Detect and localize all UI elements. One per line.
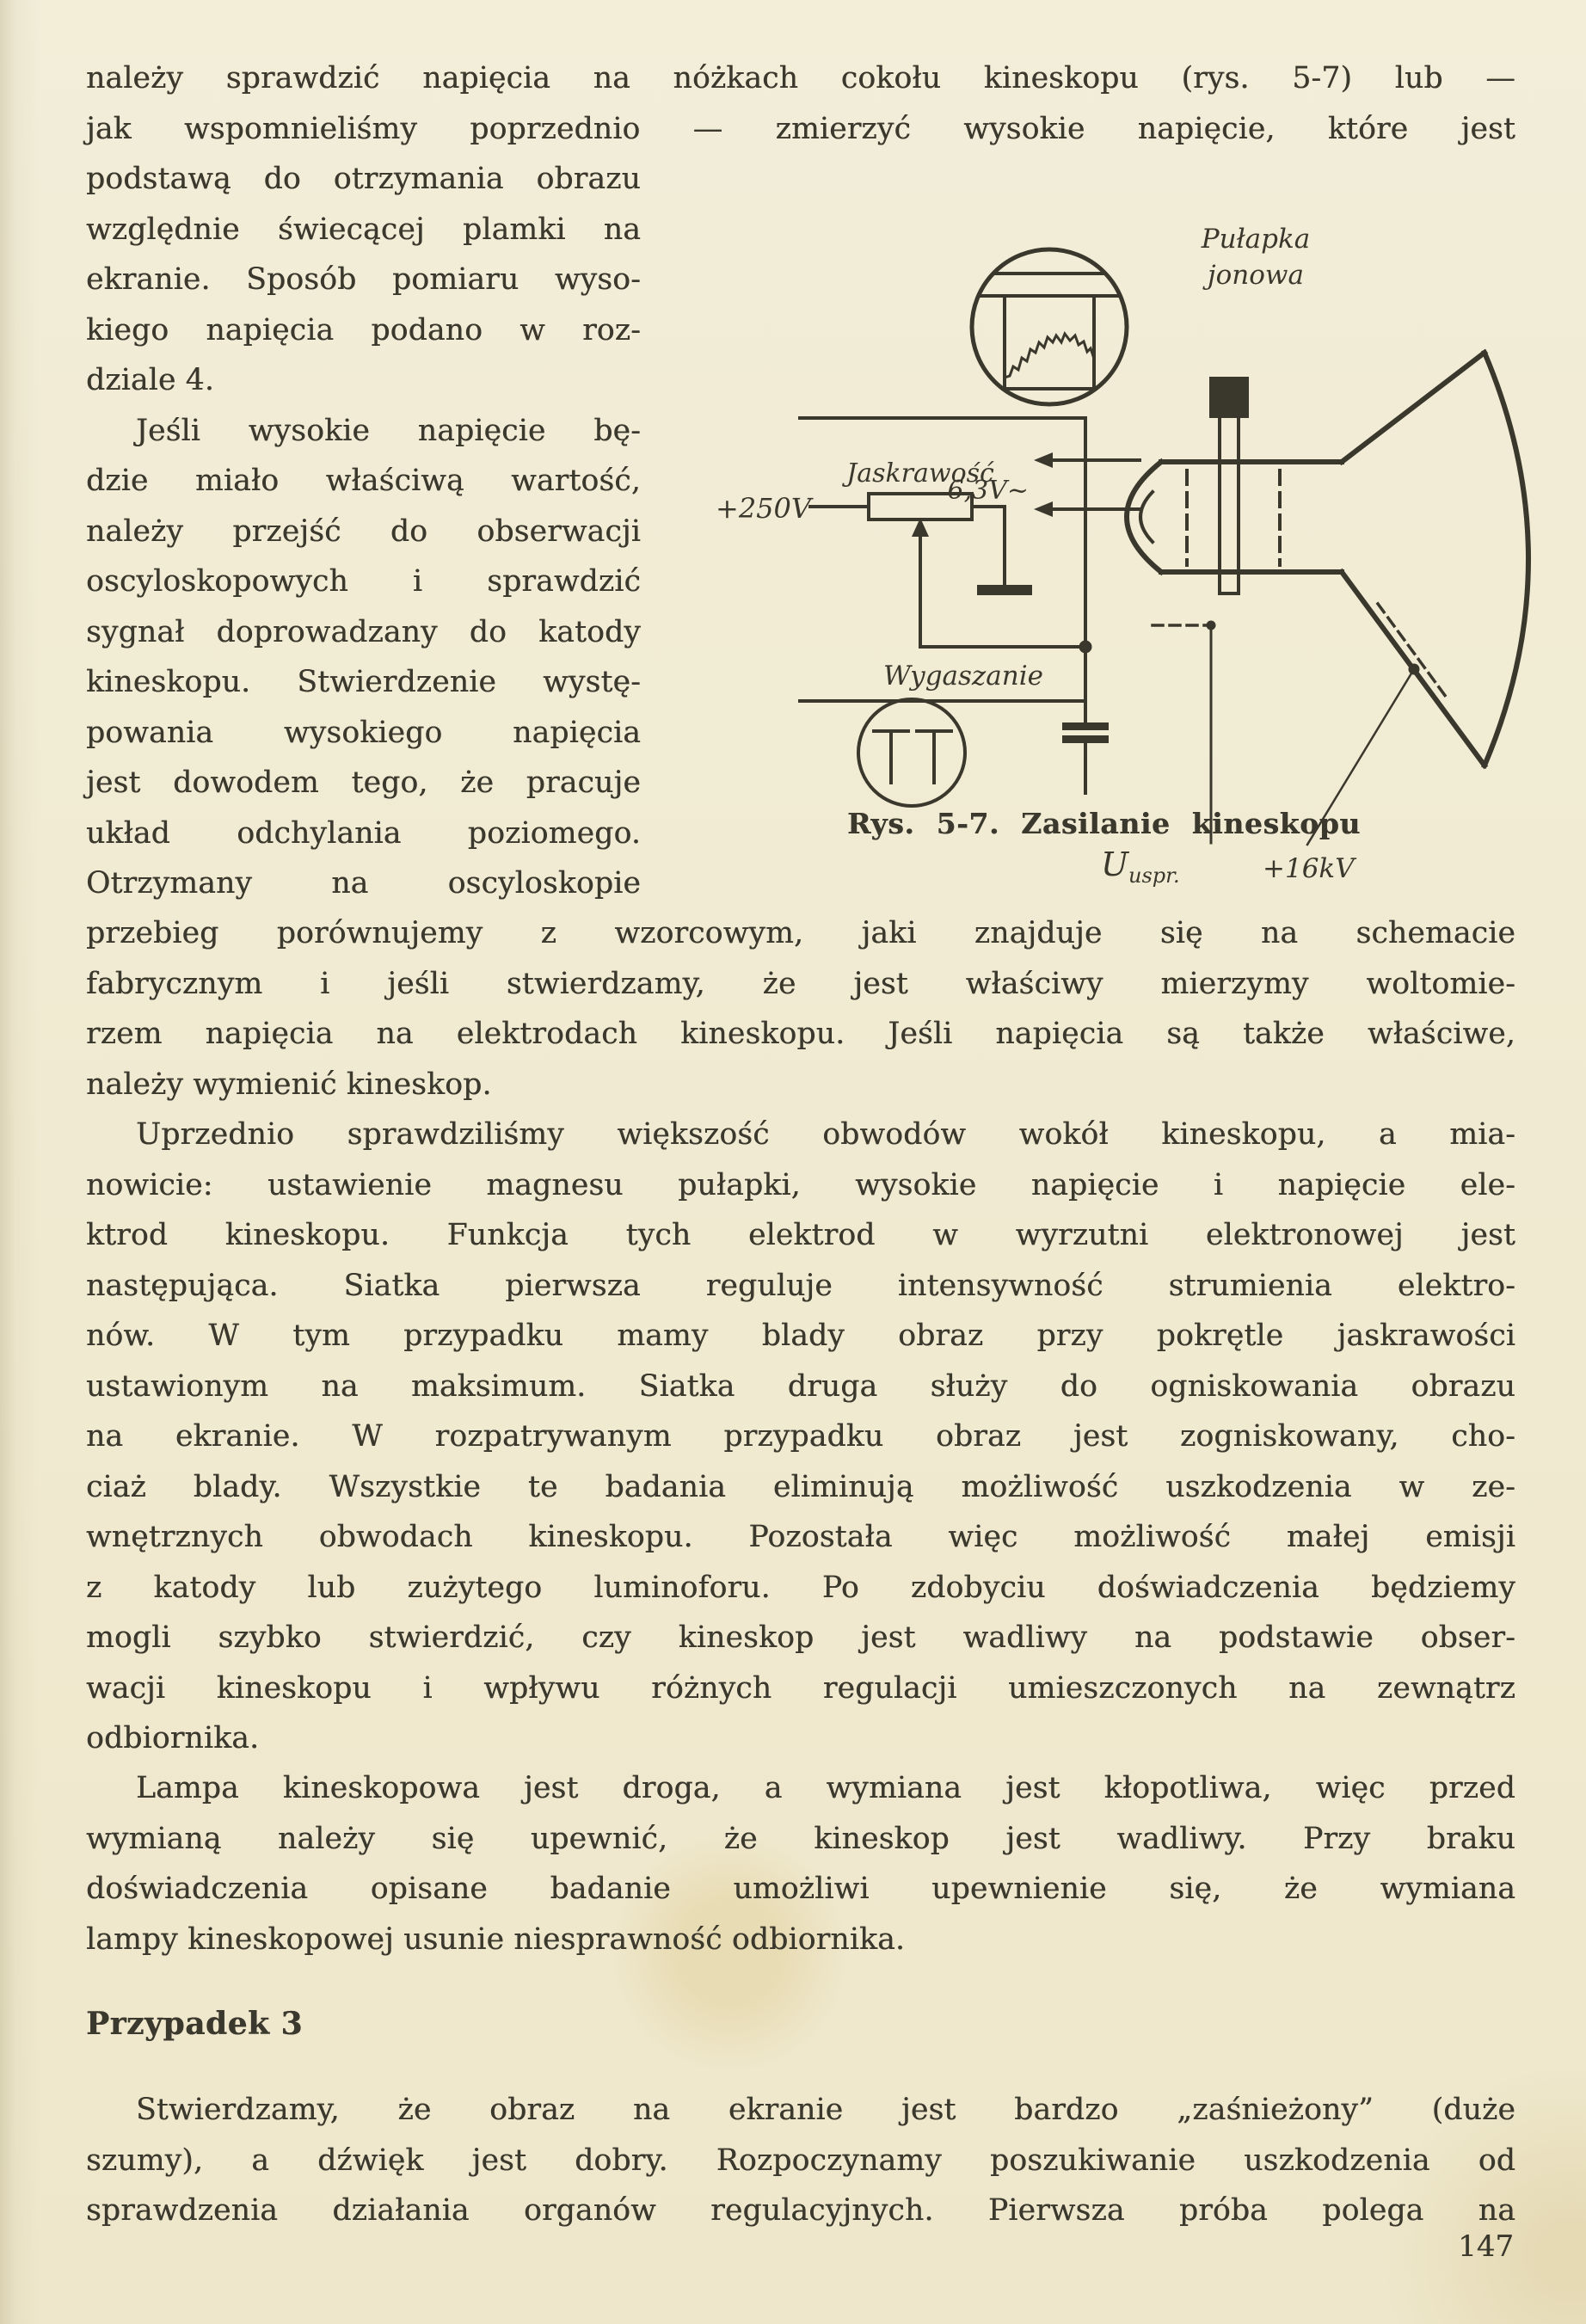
text-line: fabrycznym i jeśli stwierdzamy, że jest właściwy mierzymy woltomie- [86, 966, 1515, 1001]
section-heading: Przypadek 3 [86, 2006, 303, 2042]
paragraph-wide-continuation [86, 908, 1515, 1110]
label-u-accel-sub: uspr. [1128, 864, 1180, 888]
figure-5-7 [705, 206, 1586, 895]
text-line: kiego napięcia podano w roz- [86, 312, 641, 347]
text-line: nów. W tym przypadku mamy blady obraz przy pokrętle jaskrawości [86, 1319, 1515, 1353]
text-line: z katody lub zużytego luminoforu. Po zdobyciu doświadczenia będziemy [86, 1570, 1515, 1605]
text-line: sygnał doprowadzany do katody [86, 614, 641, 649]
figure-caption: Rys. 5-7. Zasilanie kineskopu [847, 807, 1362, 840]
blanking-tube-icon [858, 699, 965, 806]
text-line: Stwierdzamy, że obraz na ekranie jest bardzo „zaśnieżony” (duże [136, 2093, 1515, 2127]
crt-supply-schematic [705, 206, 1586, 895]
label-ion-trap-2: jonowa [1208, 260, 1304, 291]
text-line: dziale 4. [86, 363, 214, 397]
text-line: powania wysokiego napięcia [86, 715, 641, 750]
text-line: układ odchylania poziomego. [86, 815, 641, 851]
ground-icon [977, 585, 1032, 595]
text-line: należy wymienić kineskop. [86, 1067, 492, 1102]
text-line: lampy kineskopowej usunie niesprawność odbiornika. [86, 1921, 906, 1957]
label-plus-250v: +250V [716, 492, 811, 525]
text-line: odbiornika. [86, 1721, 260, 1755]
text-line: wnętrznych obwodach kineskopu. Pozostała więc możliwość małej emisji [86, 1520, 1515, 1554]
text-line: dzie miało właściwą wartość, [86, 464, 641, 498]
screen-waveform-icon [972, 249, 1127, 404]
paragraph-case3 [86, 2085, 1515, 2236]
text-line: ustawionym na maksimum. Siatka druga służy do ogniskowania obrazu [86, 1368, 1515, 1404]
text-line: nowicie: ustawienie magnesu pułapki, wysokie napięcie i napięcie ele- [86, 1167, 1515, 1202]
text-line: Otrzymany na oscyloskopie [86, 866, 641, 901]
label-ion-trap: Pułapka [1201, 224, 1311, 255]
text-line: kineskopu. Stwierdzenie wystę- [86, 665, 641, 699]
figure-labels [716, 224, 1357, 888]
cathode-arc [1140, 492, 1153, 542]
text-line: jak wspomnieliśmy poprzednio — zmierzyć wysokie napięcie, które jest [86, 111, 1515, 146]
text-line: Lampa kineskopowa jest droga, a wymiana jest kłopotliwa, więc przed [136, 1771, 1515, 1805]
paragraph-lamp [86, 1763, 1515, 1964]
text-line: rzem napięcia na elektrodach kineskopu. Jeśli napięcia są także właściwe, [86, 1017, 1515, 1051]
crt-tube [1127, 353, 1528, 845]
text-line: przebieg porównujemy z wzorcowym, jaki znajduje się na schemacie [86, 916, 1515, 950]
text-line: następująca. Siatka pierwsza reguluje intensywność strumienia elektro- [86, 1268, 1515, 1303]
text-line: mogli szybko stwierdzić, czy kineskop jest wadliwy na podstawie obser- [86, 1620, 1515, 1655]
anode-coating [1378, 604, 1448, 700]
brightness-potentiometer [810, 494, 1085, 647]
text-line: ekranie. Sposób pomiaru wyso- [86, 262, 641, 297]
label-u-accel [1101, 845, 1180, 888]
label-brightness: Jaskrawość [846, 458, 994, 489]
label-blanking: Wygaszanie [883, 661, 1043, 692]
ion-trap-magnet [1211, 378, 1247, 593]
text-line: względnie świecącej plamki na [86, 212, 641, 247]
text-line: podstawą do otrzymania obrazu [86, 162, 641, 196]
text-line: należy przejść do obserwacji [86, 513, 641, 549]
text-line: oscyloskopowych i sprawdzić [86, 564, 641, 599]
label-heater-voltage: 6,3V~ [947, 476, 1029, 506]
page-number: 147 [1458, 2229, 1514, 2264]
text-line: Jeśli wysokie napięcie bę- [136, 413, 641, 448]
text-line: wymianą należy się upewnić, że kineskop jest wadliwy. Przy braku [86, 1821, 1515, 1856]
label-plus-16kv: +16kV [1263, 853, 1355, 884]
text-line: Uprzednio sprawdziliśmy większość obwodów wokół kineskopu, a mia- [136, 1117, 1515, 1152]
text-line: jest dowodem tego, że pracuje [86, 765, 641, 800]
capacitor-icon [1062, 722, 1109, 743]
label-u-accel-main: U [1101, 845, 1129, 883]
paragraph-checks [86, 1110, 1515, 1764]
text-line: szumy), a dźwięk jest dobry. Rozpoczynamy poszukiwanie uszkodzenia od [86, 2143, 1515, 2178]
text-line: należy sprawdzić napięcia na nóżkach cokołu kineskopu (rys. 5-7) lub — [86, 61, 1515, 95]
paragraph-intro [86, 53, 1515, 154]
text-line: ciaż blady. Wszystkie te badania eliminują możliwość uszkodzenia w ze- [86, 1469, 1515, 1504]
text-line: doświadczenia opisane badanie umożliwi upewnienie się, że wymiana [86, 1872, 1515, 1906]
paragraph-narrow-column [86, 154, 641, 909]
text-line: ktrod kineskopu. Funkcja tych elektrod w wyrzutni elektronowej jest [86, 1218, 1515, 1252]
text-line: wacji kineskopu i wpływu różnych regulacji umieszczonych na zewnątrz [86, 1670, 1515, 1706]
text-line: sprawdzenia działania organów regulacyjnych. Pierwsza próba polega na [86, 2193, 1515, 2228]
text-line: na ekranie. W rozpatrywanym przypadku obraz jest zogniskowany, cho- [86, 1419, 1515, 1454]
